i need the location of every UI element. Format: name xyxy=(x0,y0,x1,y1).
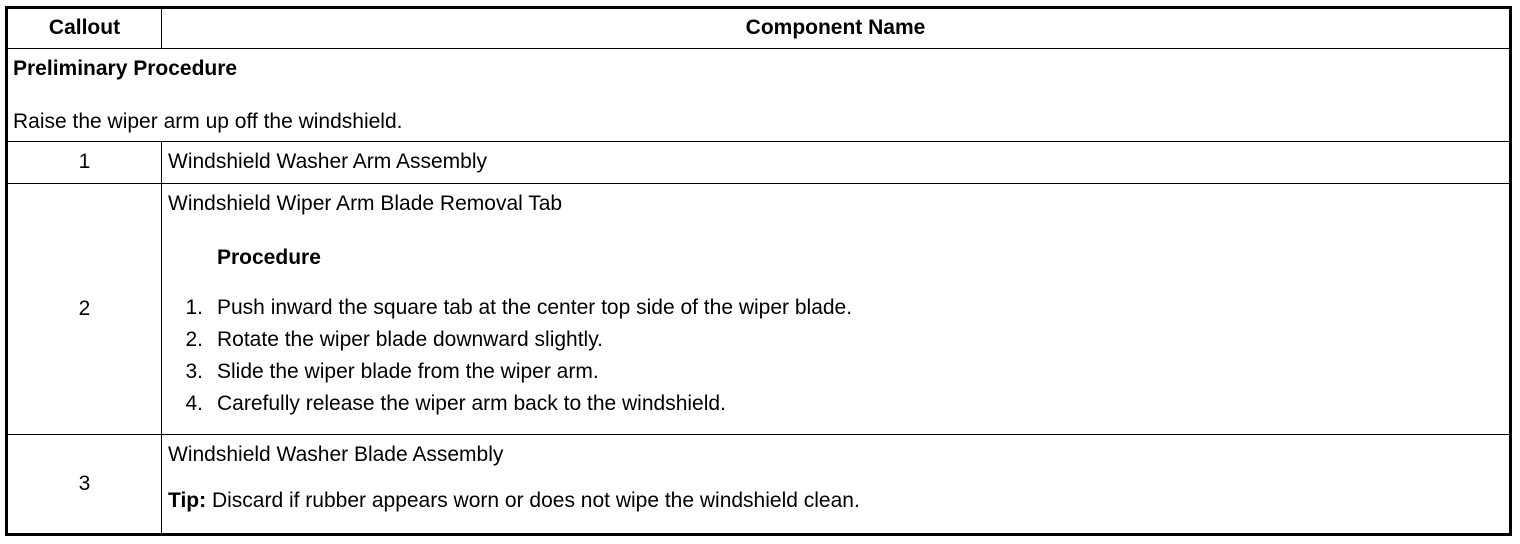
table-header-row xyxy=(8,9,1510,49)
tip-text: Discard if rubber appears worn or does not wipe the windshield clean. xyxy=(206,489,860,513)
procedure-title: Procedure xyxy=(217,246,321,270)
procedure-step xyxy=(168,360,1503,392)
preliminary-procedure-row xyxy=(8,49,1510,142)
procedure-steps-list xyxy=(168,296,1503,424)
procedure-step xyxy=(168,392,1503,424)
step-text: Push inward the square tab at the center top side of the wiper blade. xyxy=(217,296,853,320)
table-row xyxy=(8,184,1510,435)
step-number: 3. xyxy=(185,360,203,384)
procedure-step xyxy=(168,328,1503,360)
callout-cell: 3 xyxy=(8,435,162,534)
step-number: 1. xyxy=(185,296,203,320)
component-table-frame xyxy=(5,6,1512,536)
component-name: Windshield Wiper Arm Blade Removal Tab xyxy=(168,192,563,215)
preliminary-procedure-heading: Preliminary Procedure xyxy=(13,57,238,80)
tip-label: Tip: xyxy=(168,489,207,513)
component-name-cell xyxy=(162,142,1510,184)
component-name-cell xyxy=(162,435,1510,534)
preliminary-procedure-text: Raise the wiper arm up off the windshield. xyxy=(13,110,403,134)
callout-cell: 1 xyxy=(8,142,162,184)
preliminary-procedure-cell xyxy=(8,49,1510,142)
tip-note xyxy=(168,489,1503,513)
component-name-cell xyxy=(162,184,1510,435)
component-table xyxy=(7,8,1510,534)
callout-cell: 2 xyxy=(8,184,162,435)
component-name: Windshield Washer Arm Assembly xyxy=(168,150,487,173)
table-row xyxy=(8,142,1510,184)
procedure-step xyxy=(168,296,1503,328)
step-number: 4. xyxy=(185,392,203,416)
step-text: Rotate the wiper blade downward slightly. xyxy=(217,328,603,352)
step-text: Slide the wiper blade from the wiper arm. xyxy=(217,360,599,384)
step-text: Carefully release the wiper arm back to the windshield. xyxy=(217,392,726,416)
column-header-callout: Callout xyxy=(8,9,162,49)
component-name: Windshield Washer Blade Assembly xyxy=(168,443,504,466)
column-header-component-name: Component Name xyxy=(162,9,1510,49)
step-number: 2. xyxy=(185,328,203,352)
table-row xyxy=(8,435,1510,534)
